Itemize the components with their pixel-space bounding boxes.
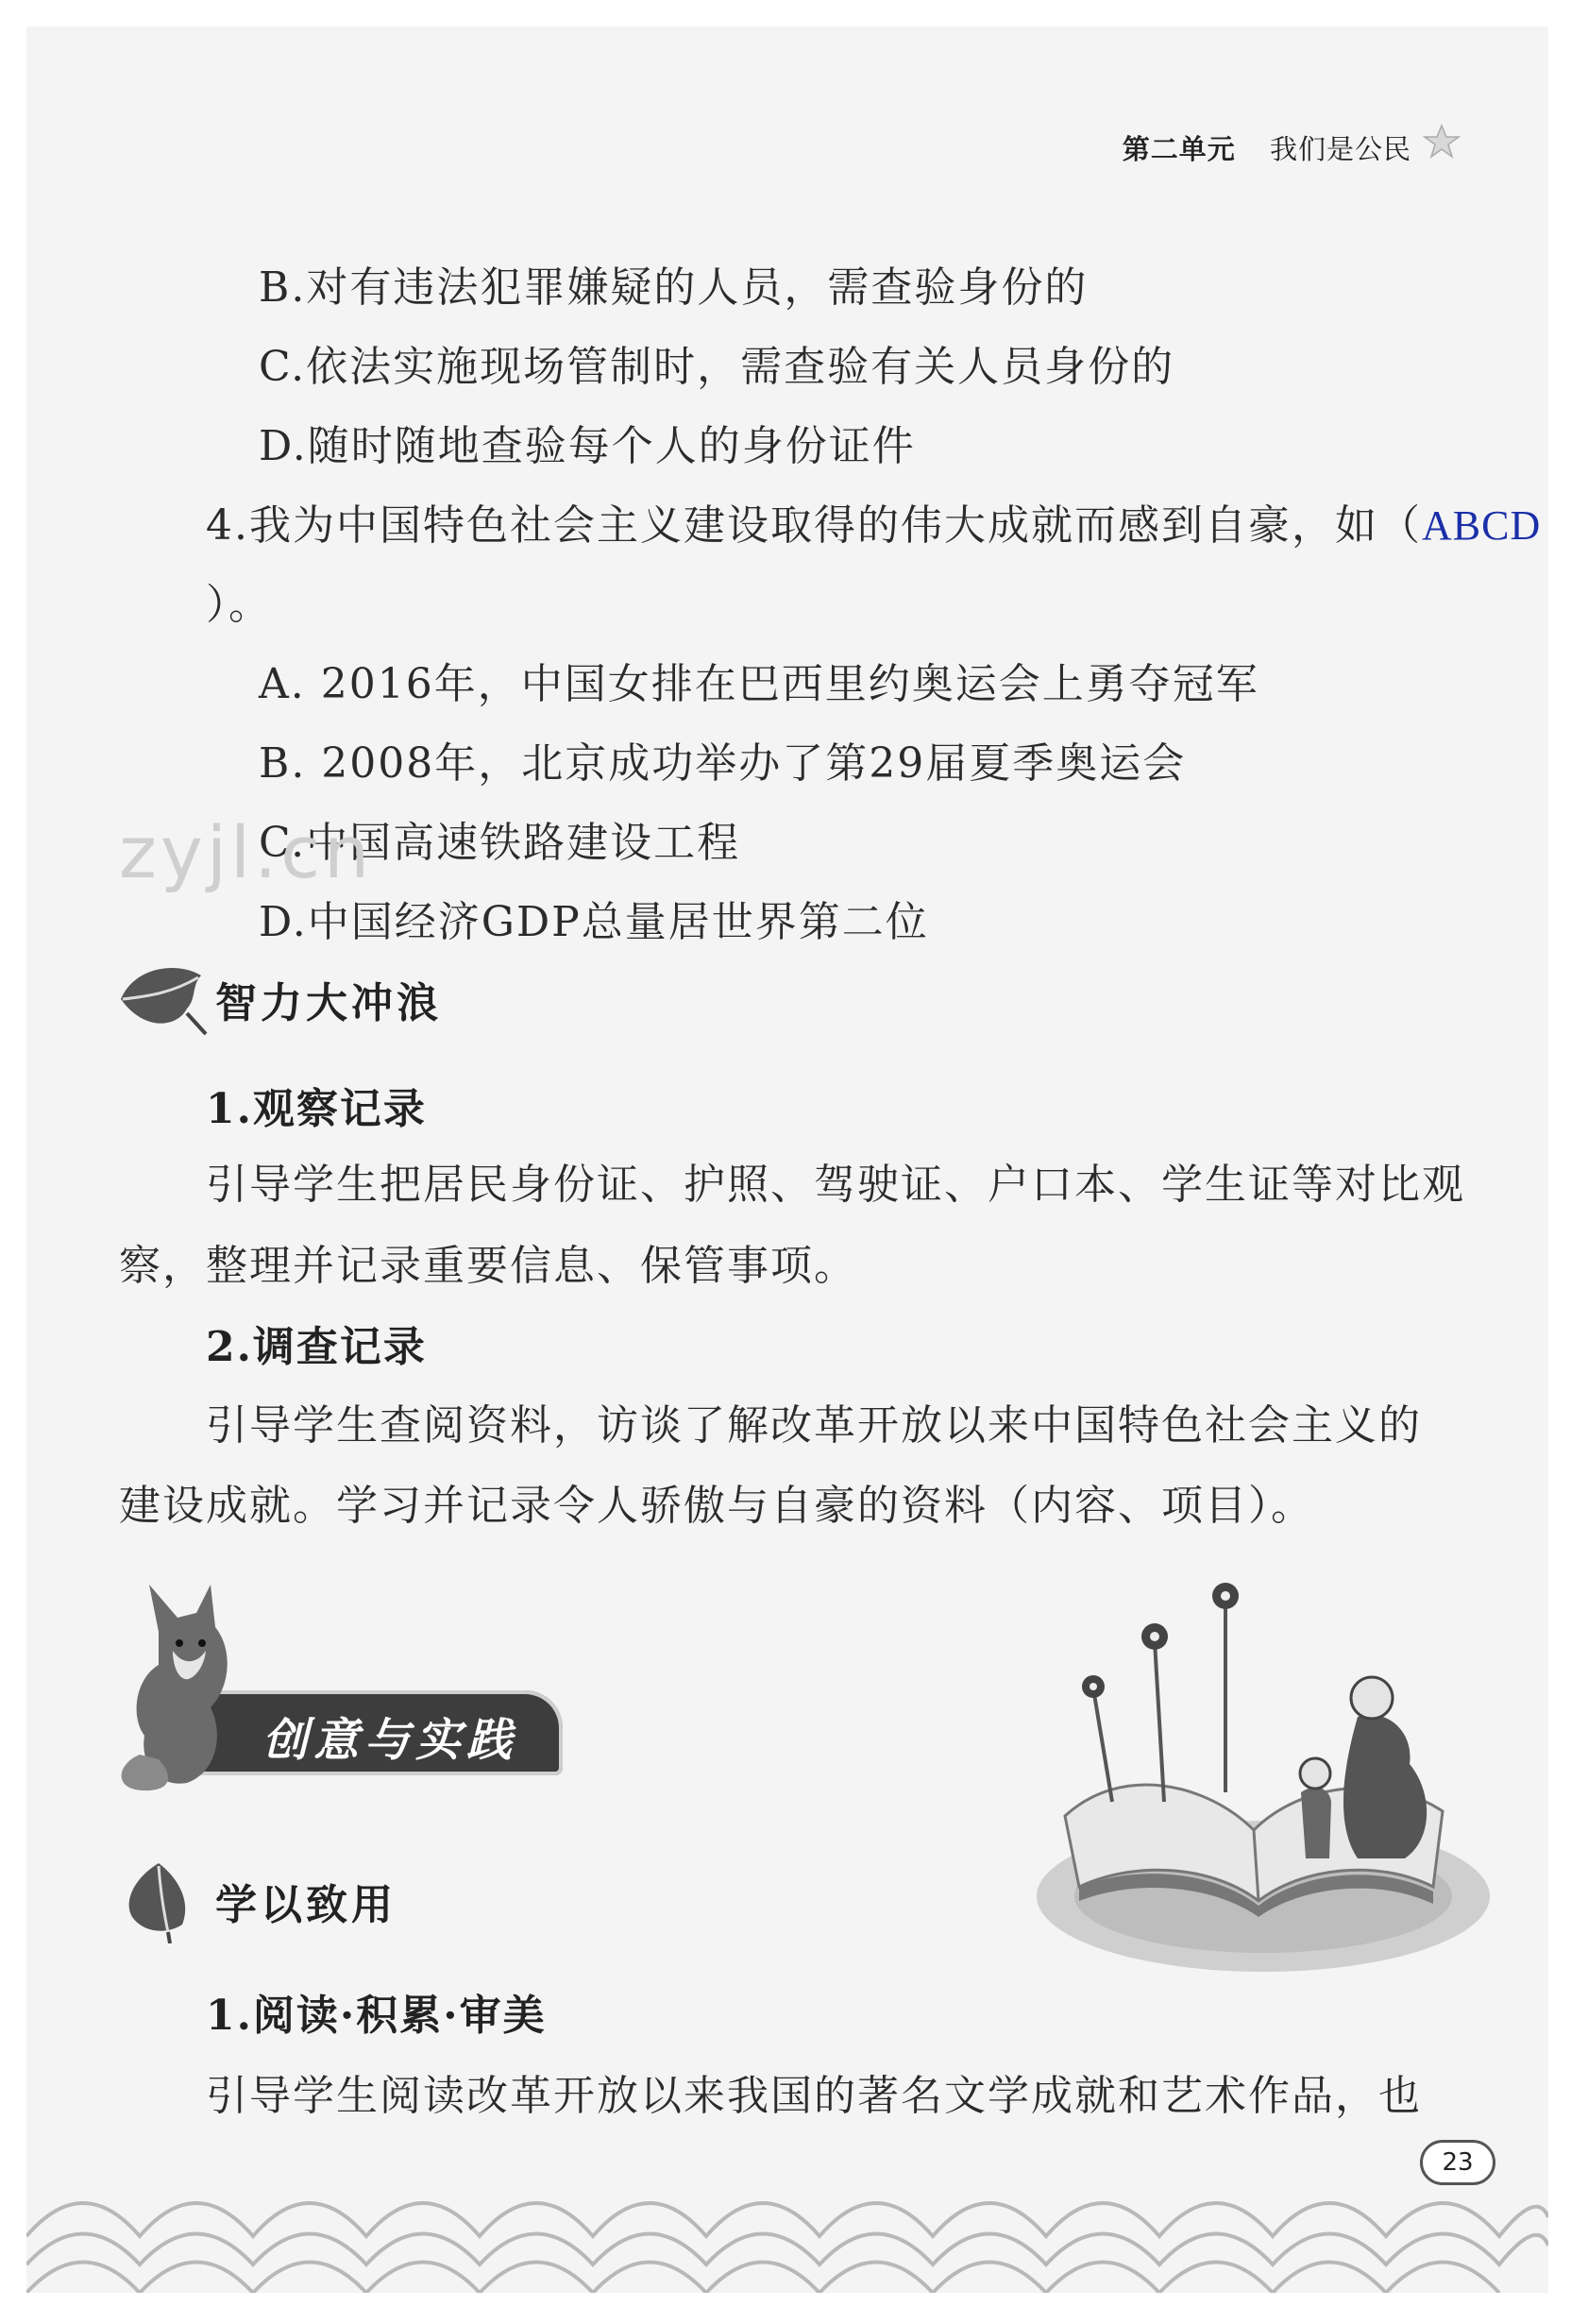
q3-option-b: B.对有违法犯罪嫌疑的人员，需查验身份的 [259, 263, 1089, 312]
q3-option-d: D.随时随地查验每个人的身份证件 [259, 422, 916, 470]
section-xueyi-heading [111, 1858, 397, 1943]
banner-label: 创意与实践 [262, 1714, 518, 1767]
zhili-item1-text-line2: 察，整理并记录重要信息、保管事项。 [119, 1242, 857, 1290]
zhili-item1-text-line1: 引导学生把居民身份证、护照、驾驶证、户口本、学生证等对比观 [206, 1161, 1465, 1209]
section-zhili-title: 智力大冲浪 [215, 979, 442, 1027]
unit-label: 第二单元 [1122, 133, 1236, 165]
book-children-flowers-illustration [989, 1575, 1499, 1981]
xueyi-item1-text-line1: 引导学生阅读改革开放以来我国的著名文学成就和艺术作品，也 [206, 2072, 1422, 2120]
q4-option-d: D.中国经济GDP总量居世界第二位 [259, 898, 929, 946]
q4-option-b: B. 2008年，北京成功举办了第29届夏季奥运会 [259, 739, 1187, 788]
star-icon [1423, 123, 1461, 161]
section-zhili-heading [111, 957, 442, 1042]
section-xueyi-title: 学以致用 [215, 1881, 397, 1929]
leaf-icon [111, 1858, 215, 1943]
fox-illustration [121, 1575, 291, 1792]
footer-wave-decoration [26, 2113, 1548, 2293]
page-number: 23 [1420, 2140, 1495, 2185]
zhili-item1-title: 1.观察记录 [206, 1085, 427, 1133]
q4-stem-end: ）。 [206, 581, 272, 629]
q4-answer: ABCD [1421, 502, 1542, 549]
q4-stem-text: 4.我为中国特色社会主义建设取得的伟大成就而感到自豪，如（ [206, 501, 1422, 550]
q3-option-c: C.依法实施现场管制时，需查验有关人员身份的 [259, 343, 1175, 391]
zhili-item2-title: 2.调查记录 [206, 1323, 427, 1371]
unit-title: 我们是公民 [1269, 133, 1411, 165]
xueyi-item1-title: 1.阅读·积累·审美 [206, 1992, 547, 2040]
q4-option-c: C.中国高速铁路建设工程 [259, 819, 741, 867]
textbook-page [26, 26, 1548, 2293]
zhili-item2-text-line1: 引导学生查阅资料，访谈了解改革开放以来中国特色社会主义的 [206, 1401, 1422, 1450]
q4-option-a: A. 2016年，中国女排在巴西里约奥运会上勇夺冠军 [259, 660, 1259, 708]
watermark: zyjl.cn [119, 810, 374, 894]
leaf-icon [111, 957, 215, 1042]
page-header [1123, 128, 1411, 167]
q4-stem [206, 491, 1541, 551]
zhili-item2-text-line2: 建设成就。学习并记录令人骄傲与自豪的资料（内容、项目）。 [119, 1482, 1314, 1530]
